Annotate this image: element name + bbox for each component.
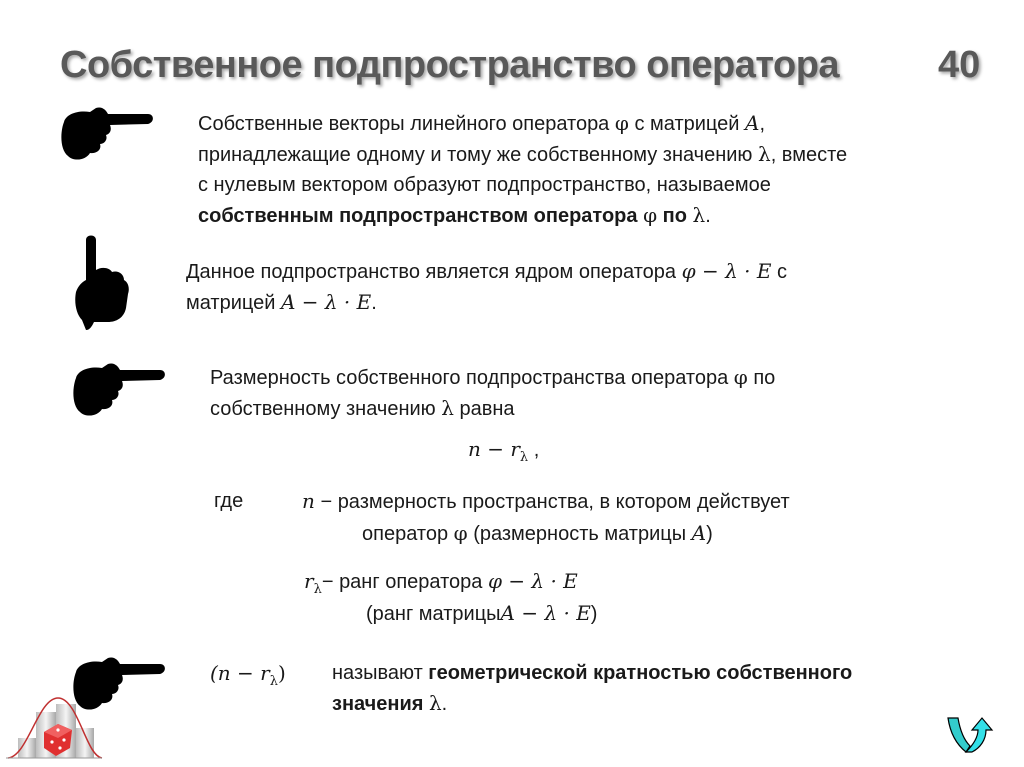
paragraph-1-line-1: Собственные векторы линейного оператора φ с матрицей A, bbox=[198, 111, 765, 135]
paragraph-3 bbox=[210, 362, 775, 424]
n-definition-line-2: оператор φ (размерность матрицы A) bbox=[362, 521, 713, 545]
pointing-hand-up-icon bbox=[72, 234, 130, 332]
probability-dice-logo-icon bbox=[4, 690, 104, 762]
paragraph-1 bbox=[198, 108, 847, 231]
return-arrow-icon[interactable] bbox=[944, 714, 994, 754]
n-definition-line-1: n − размерность пространства, в котором действует bbox=[302, 489, 790, 513]
pointing-hand-right-icon bbox=[56, 104, 156, 164]
geometric-multiplicity-formula: $(n - r_\lambda)$ bbox=[210, 661, 286, 689]
paragraph-4-line-2: значения λ. bbox=[332, 691, 448, 715]
slide-title: Собственное подпространство оператора bbox=[60, 44, 840, 86]
paragraph-1-line-2: принадлежащие одному и тому же собственному значению λ, вместе bbox=[198, 142, 848, 166]
r-definition-line-1: $r_\lambda-$ ранг оператора φ − λ · E bbox=[304, 569, 578, 597]
paragraph-2-line-2: матрицей A − λ · E. bbox=[186, 290, 377, 314]
paragraph-1-line-3: с нулевым вектором образуют подпространство, называемое bbox=[198, 174, 771, 196]
paragraph-3-line-1: Размерность собственного подпространства оператора φ по bbox=[210, 365, 776, 389]
paragraph-1-line-4: собственным подпространством оператора φ по λ. bbox=[198, 203, 711, 227]
paragraph-2-line-1: Данное подпространство является ядром оператора φ − λ · E с bbox=[186, 259, 787, 283]
slide-number: 40 bbox=[938, 44, 981, 86]
where-label: где bbox=[214, 490, 244, 512]
r-definition-line-2: (ранг матрицыA − λ · E) bbox=[366, 601, 598, 625]
paragraph-2 bbox=[186, 256, 787, 318]
paragraph-3-line-2: собственному значению λ равна bbox=[210, 396, 515, 420]
pointing-hand-right-icon bbox=[68, 360, 168, 420]
dimension-formula: $n - r_\lambda$ , bbox=[468, 437, 540, 465]
paragraph-4 bbox=[332, 658, 852, 719]
paragraph-4-line-1: называют геометрической кратностью собственного bbox=[332, 662, 853, 684]
